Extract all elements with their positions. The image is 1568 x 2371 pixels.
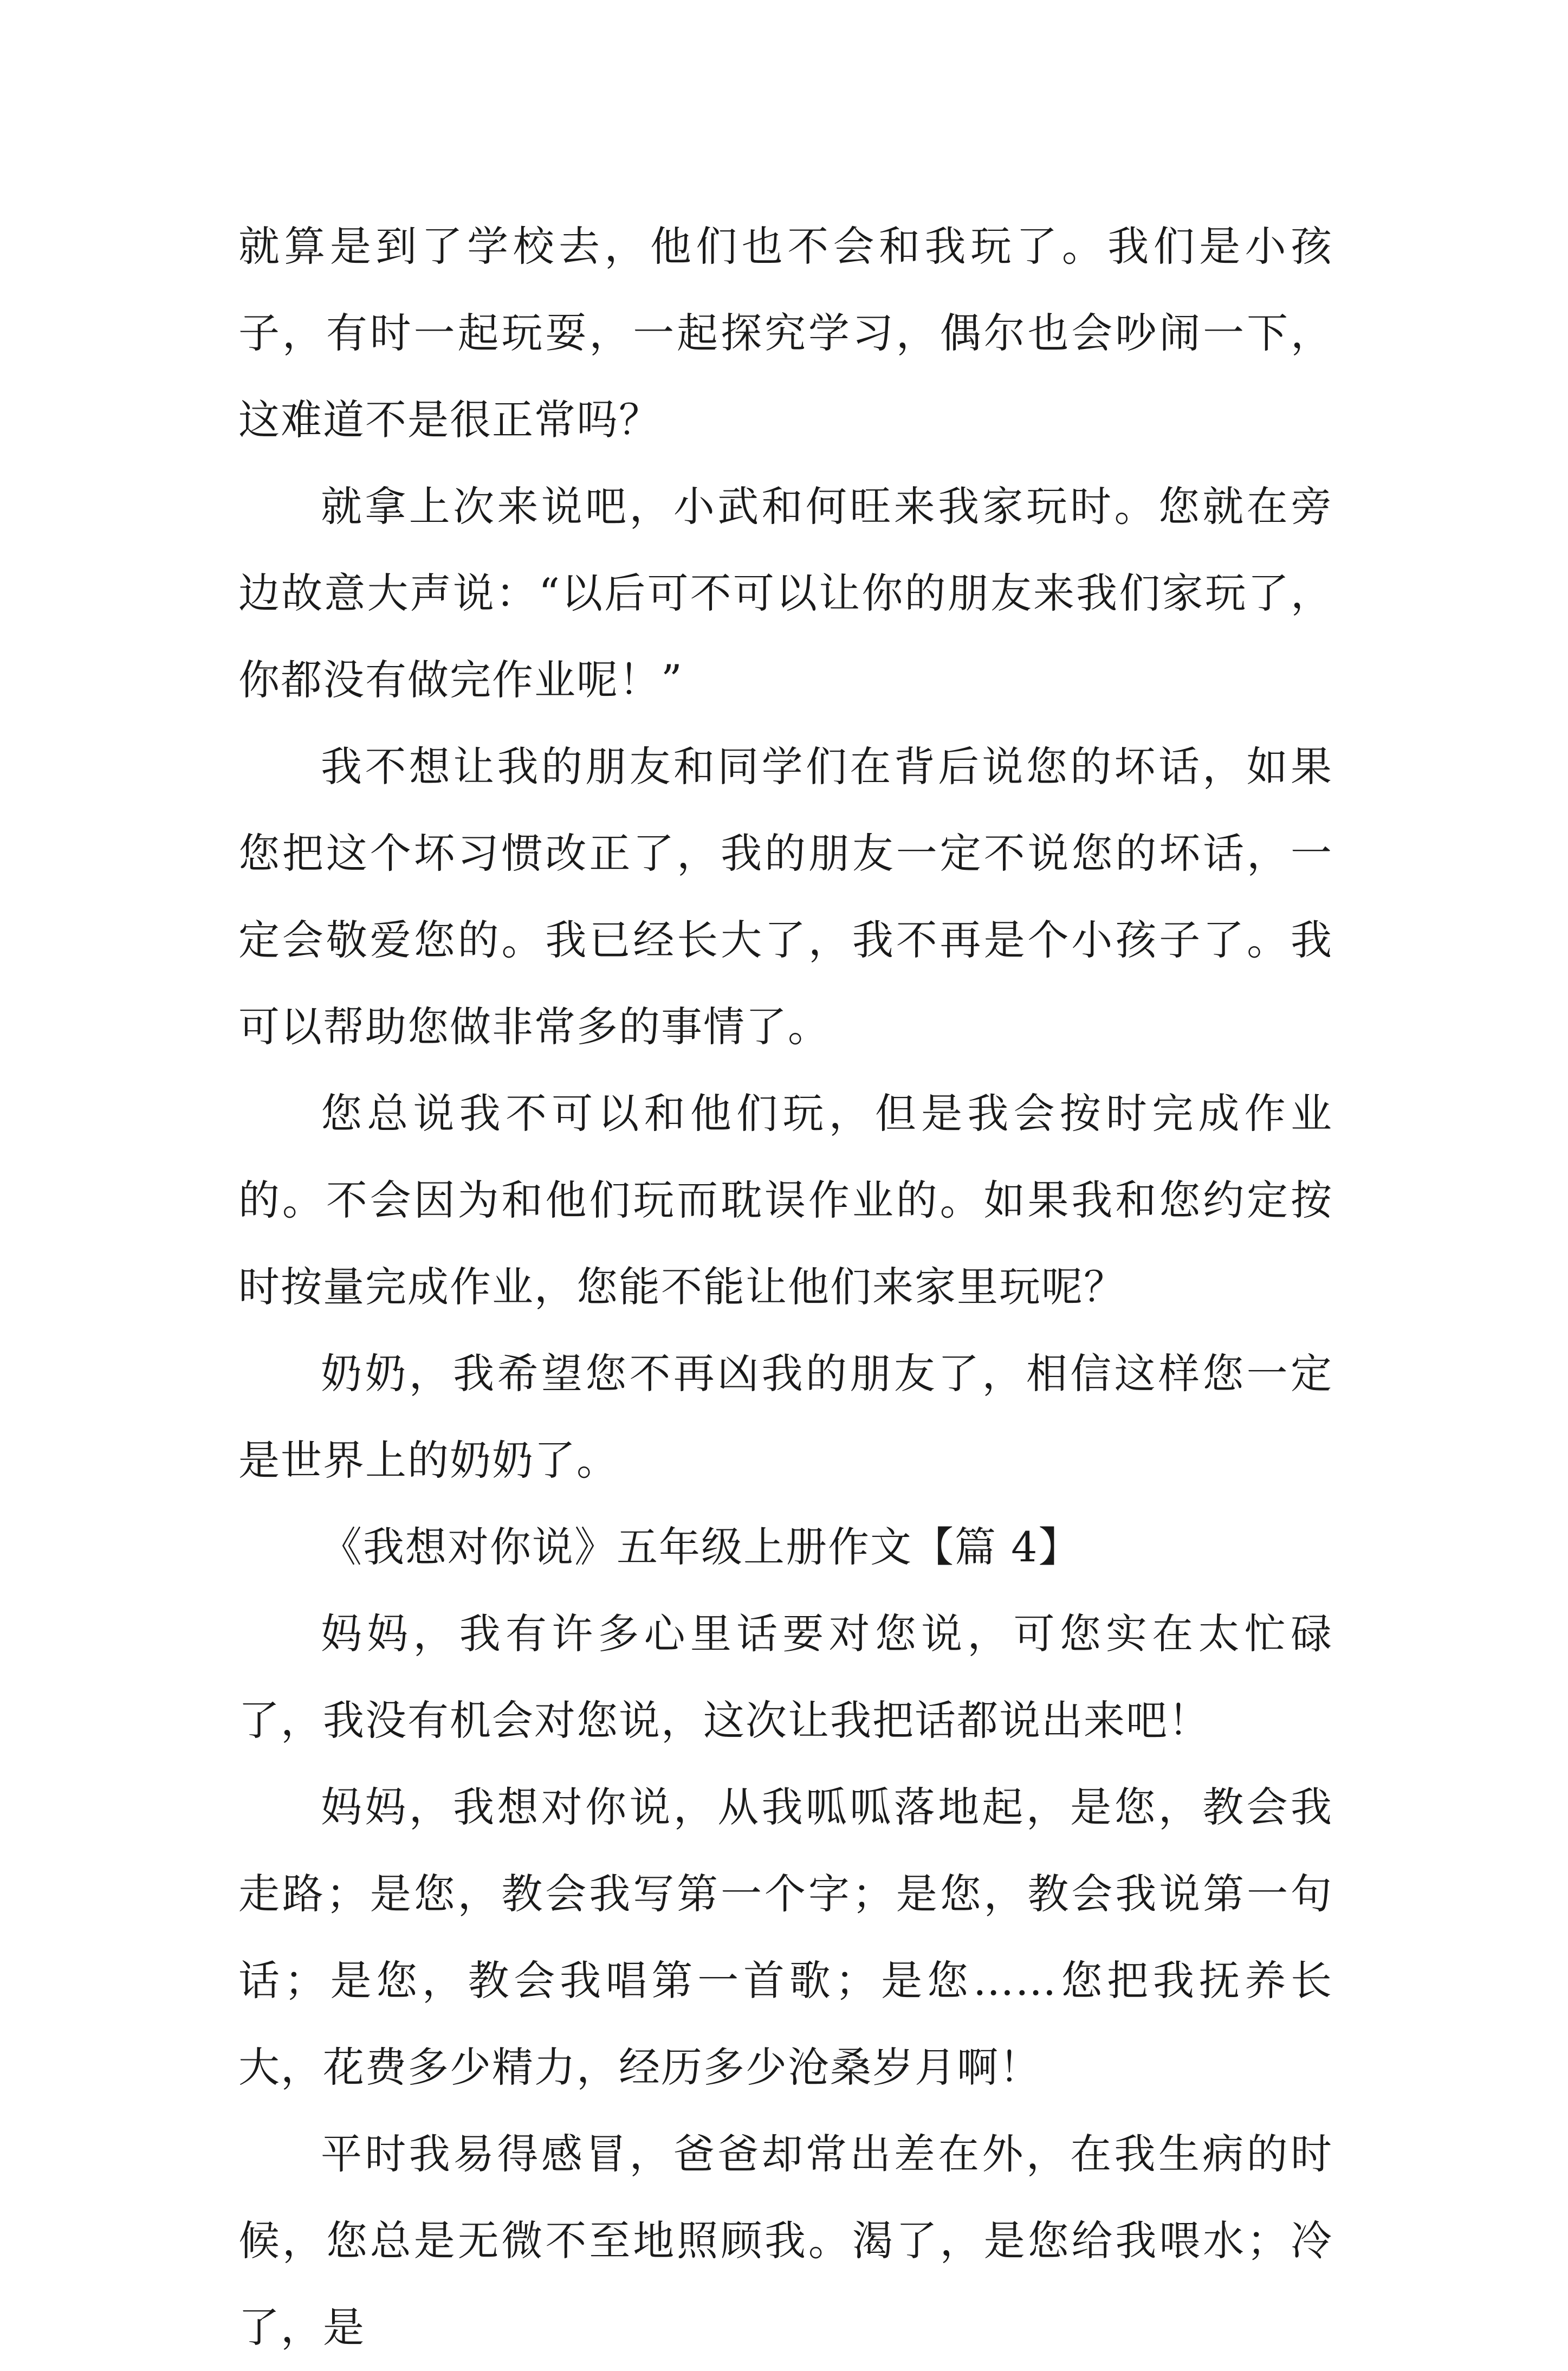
paragraph-3: 我不想让我的朋友和同学们在背后说您的坏话，如果您把这个坏习惯改正了，我的朋友一定不说您的坏话，一定会敬爱您的。我已经长大了，我不再是个小孩子了。我可以帮助您做非常多的事情了。	[238, 742, 1333, 1051]
document-body	[238, 203, 1333, 2371]
paragraph-1: 就算是到了学校去，他们也不会和我玩了。我们是小孩子，有时一起玩耍，一起探究学习，偶尔也会吵闹一下，这难道不是很正常吗？	[238, 222, 1333, 444]
paragraph-7: 妈妈，我想对你说，从我呱呱落地起，是您，教会我走路；是您，教会我写第一个字；是您，教会我说第一句话；是您，教会我唱第一首歌；是您……您把我抚养长大，花费多少精力，经历多少沧桑岁月啊！	[238, 1783, 1333, 2091]
paragraph-6: 妈妈，我有许多心里话要对您说，可您实在太忙碌了，我没有机会对您说，这次让我把话都说出来吧！	[238, 1610, 1333, 1745]
paragraph-8: 平时我易得感冒，爸爸却常出差在外，在我生病的时候，您总是无微不至地照顾我。渴了，是您给我喂水；冷了，是	[238, 2130, 1333, 2351]
paragraph-5: 奶奶，我希望您不再凶我的朋友了，相信这样您一定是世界上的奶奶了。	[238, 1349, 1333, 1484]
paragraph-2: 就拿上次来说吧，小武和何旺来我家玩时。您就在旁边故意大声说：“以后可不可以让你的朋友来我们家玩了，你都没有做完作业呢！”	[238, 482, 1333, 704]
section-heading: 《我想对你说》五年级上册作文【篇 4】	[321, 1523, 1081, 1571]
paragraph-4: 您总说我不可以和他们玩，但是我会按时完成作业的。不会因为和他们玩而耽误作业的。如果我和您约定按时按量完成作业，您能不能让他们来家里玩呢？	[238, 1089, 1333, 1311]
